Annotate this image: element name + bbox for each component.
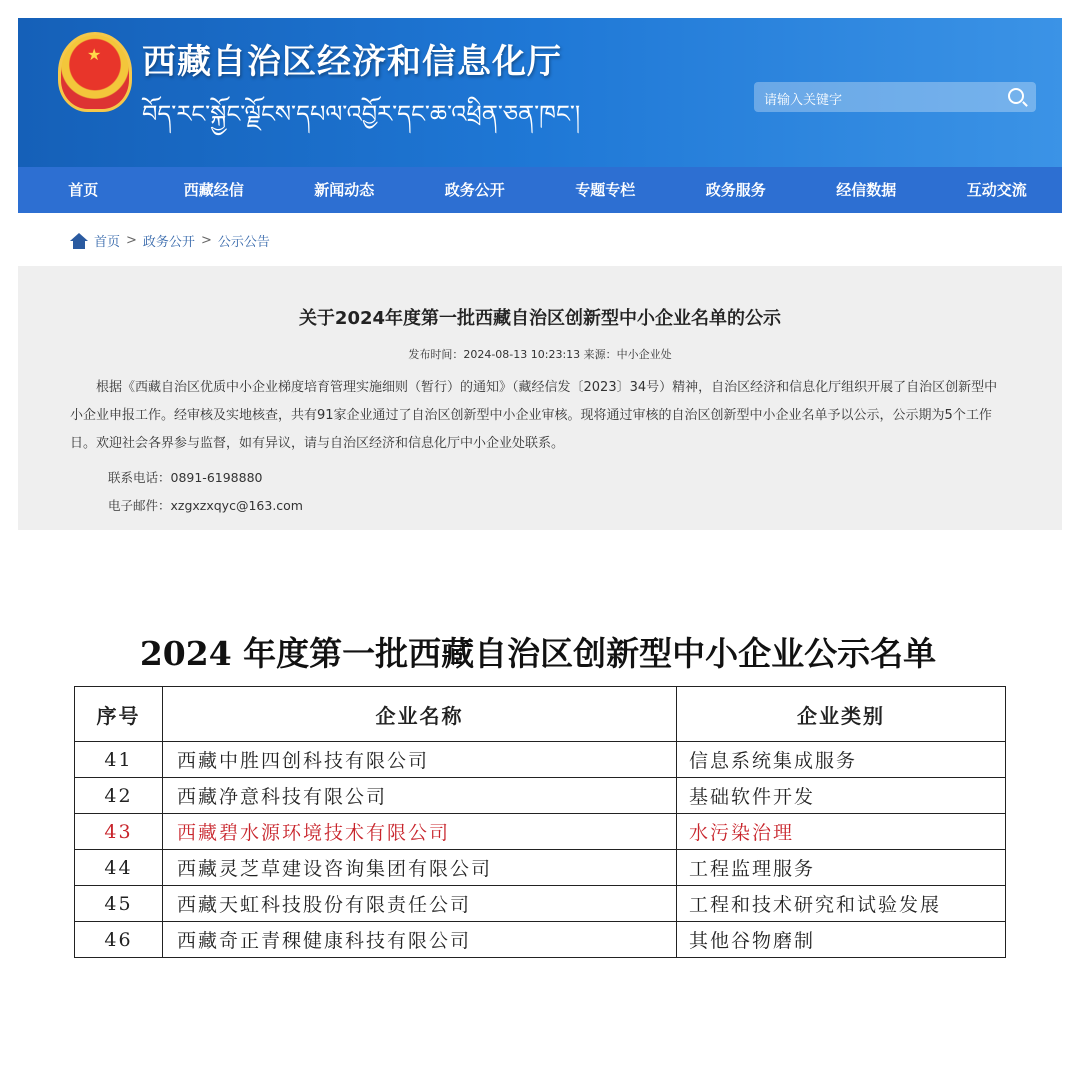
breadcrumb: 首页 > 政务公开 > 公示公告 <box>70 231 270 250</box>
header-no: 序号 <box>75 687 163 742</box>
table-header <box>75 687 1006 742</box>
cell-category: 水污染治理 <box>677 814 1006 850</box>
nav-gov-affairs[interactable]: 政务公开 <box>444 181 505 199</box>
article-body: 根据《西藏自治区优质中小企业梯度培育管理实施细则（暂行）的通知》（藏经信发〔2023〕34号）精神，自治区经济和信息化厅组织开展了自治区创新型中小企业申报工作。经审核及实地核查，共有91家企业通过了自治区创新型中小企业审核。现将通过审核的自治区创新型中小企业名单予以公示，公示期为5个工作日。欢迎社会各界参与监督，如有异议，请与自治区经济和信息化厅中小企业处联系。 <box>70 380 998 451</box>
article-panel <box>18 266 1062 530</box>
site-header <box>18 18 1062 167</box>
cell-name: 西藏净意科技有限公司 <box>163 778 677 814</box>
cell-category: 工程和技术研究和试验发展 <box>677 886 1006 922</box>
search-input[interactable] <box>754 82 1036 112</box>
contact-phone: 联系电话：0891-6198880 <box>108 470 263 485</box>
cell-name: 西藏碧水源环境技术有限公司 <box>163 814 677 850</box>
cell-no: 44 <box>75 850 163 886</box>
cell-no: 45 <box>75 886 163 922</box>
nav-topics[interactable]: 专题专栏 <box>575 181 636 199</box>
nav-home[interactable]: 首页 <box>68 181 99 199</box>
cell-category: 信息系统集成服务 <box>677 742 1006 778</box>
table-row <box>75 742 1006 778</box>
table-row <box>75 778 1006 814</box>
cell-no: 41 <box>75 742 163 778</box>
table-row-highlighted <box>75 814 1006 850</box>
cell-category: 工程监理服务 <box>677 850 1006 886</box>
company-table <box>74 686 1006 958</box>
cell-name: 西藏天虹科技股份有限责任公司 <box>163 886 677 922</box>
site-title-tibetan: བོད་རང་སྐྱོང་ལྗོངས་དཔལ་འབྱོར་དང་ཆ་འཕྲིན་ཅན་ཁང་། <box>142 100 581 128</box>
search-icon[interactable] <box>1008 88 1024 104</box>
article-meta: 发布时间：2024-08-13 10:23:13 来源：中小企业处 <box>408 348 672 361</box>
cell-category: 基础软件开发 <box>677 778 1006 814</box>
nav-xizang-jingxin[interactable]: 西藏经信 <box>183 181 244 199</box>
table-row <box>75 922 1006 958</box>
nav-services[interactable]: 政务服务 <box>705 181 766 199</box>
search-placeholder: 请输入关键字 <box>764 93 843 108</box>
breadcrumb-home[interactable]: 首页 <box>94 235 121 250</box>
cell-name: 西藏灵芝草建设咨询集团有限公司 <box>163 850 677 886</box>
breadcrumb-notices[interactable]: 公示公告 <box>217 235 270 250</box>
nav-news[interactable]: 新闻动态 <box>314 181 375 199</box>
nav-interaction[interactable]: 互动交流 <box>966 181 1027 199</box>
cell-name: 西藏奇正青稞健康科技有限公司 <box>163 922 677 958</box>
home-icon <box>70 233 88 249</box>
cell-no: 42 <box>75 778 163 814</box>
article-title: 关于2024年度第一批西藏自治区创新型中小企业名单的公示 <box>298 308 782 329</box>
main-nav <box>18 167 1062 213</box>
cell-no: 46 <box>75 922 163 958</box>
list-title: 2024 年度第一批西藏自治区创新型中小企业公示名单 <box>139 634 937 673</box>
national-emblem-icon: ★ <box>58 32 132 112</box>
table-row <box>75 850 1006 886</box>
cell-category: 其他谷物磨制 <box>677 922 1006 958</box>
header-name: 企业名称 <box>163 687 677 742</box>
contact-email: 电子邮件：xzgxzxqyc@163.com <box>108 498 303 513</box>
breadcrumb-gov-affairs[interactable]: 政务公开 <box>142 235 195 250</box>
cell-no: 43 <box>75 814 163 850</box>
nav-data[interactable]: 经信数据 <box>836 181 897 199</box>
header-category: 企业类别 <box>677 687 1006 742</box>
site-title: 西藏自治区经济和信息化厅 <box>142 42 562 82</box>
cell-name: 西藏中胜四创科技有限公司 <box>163 742 677 778</box>
table-row <box>75 886 1006 922</box>
